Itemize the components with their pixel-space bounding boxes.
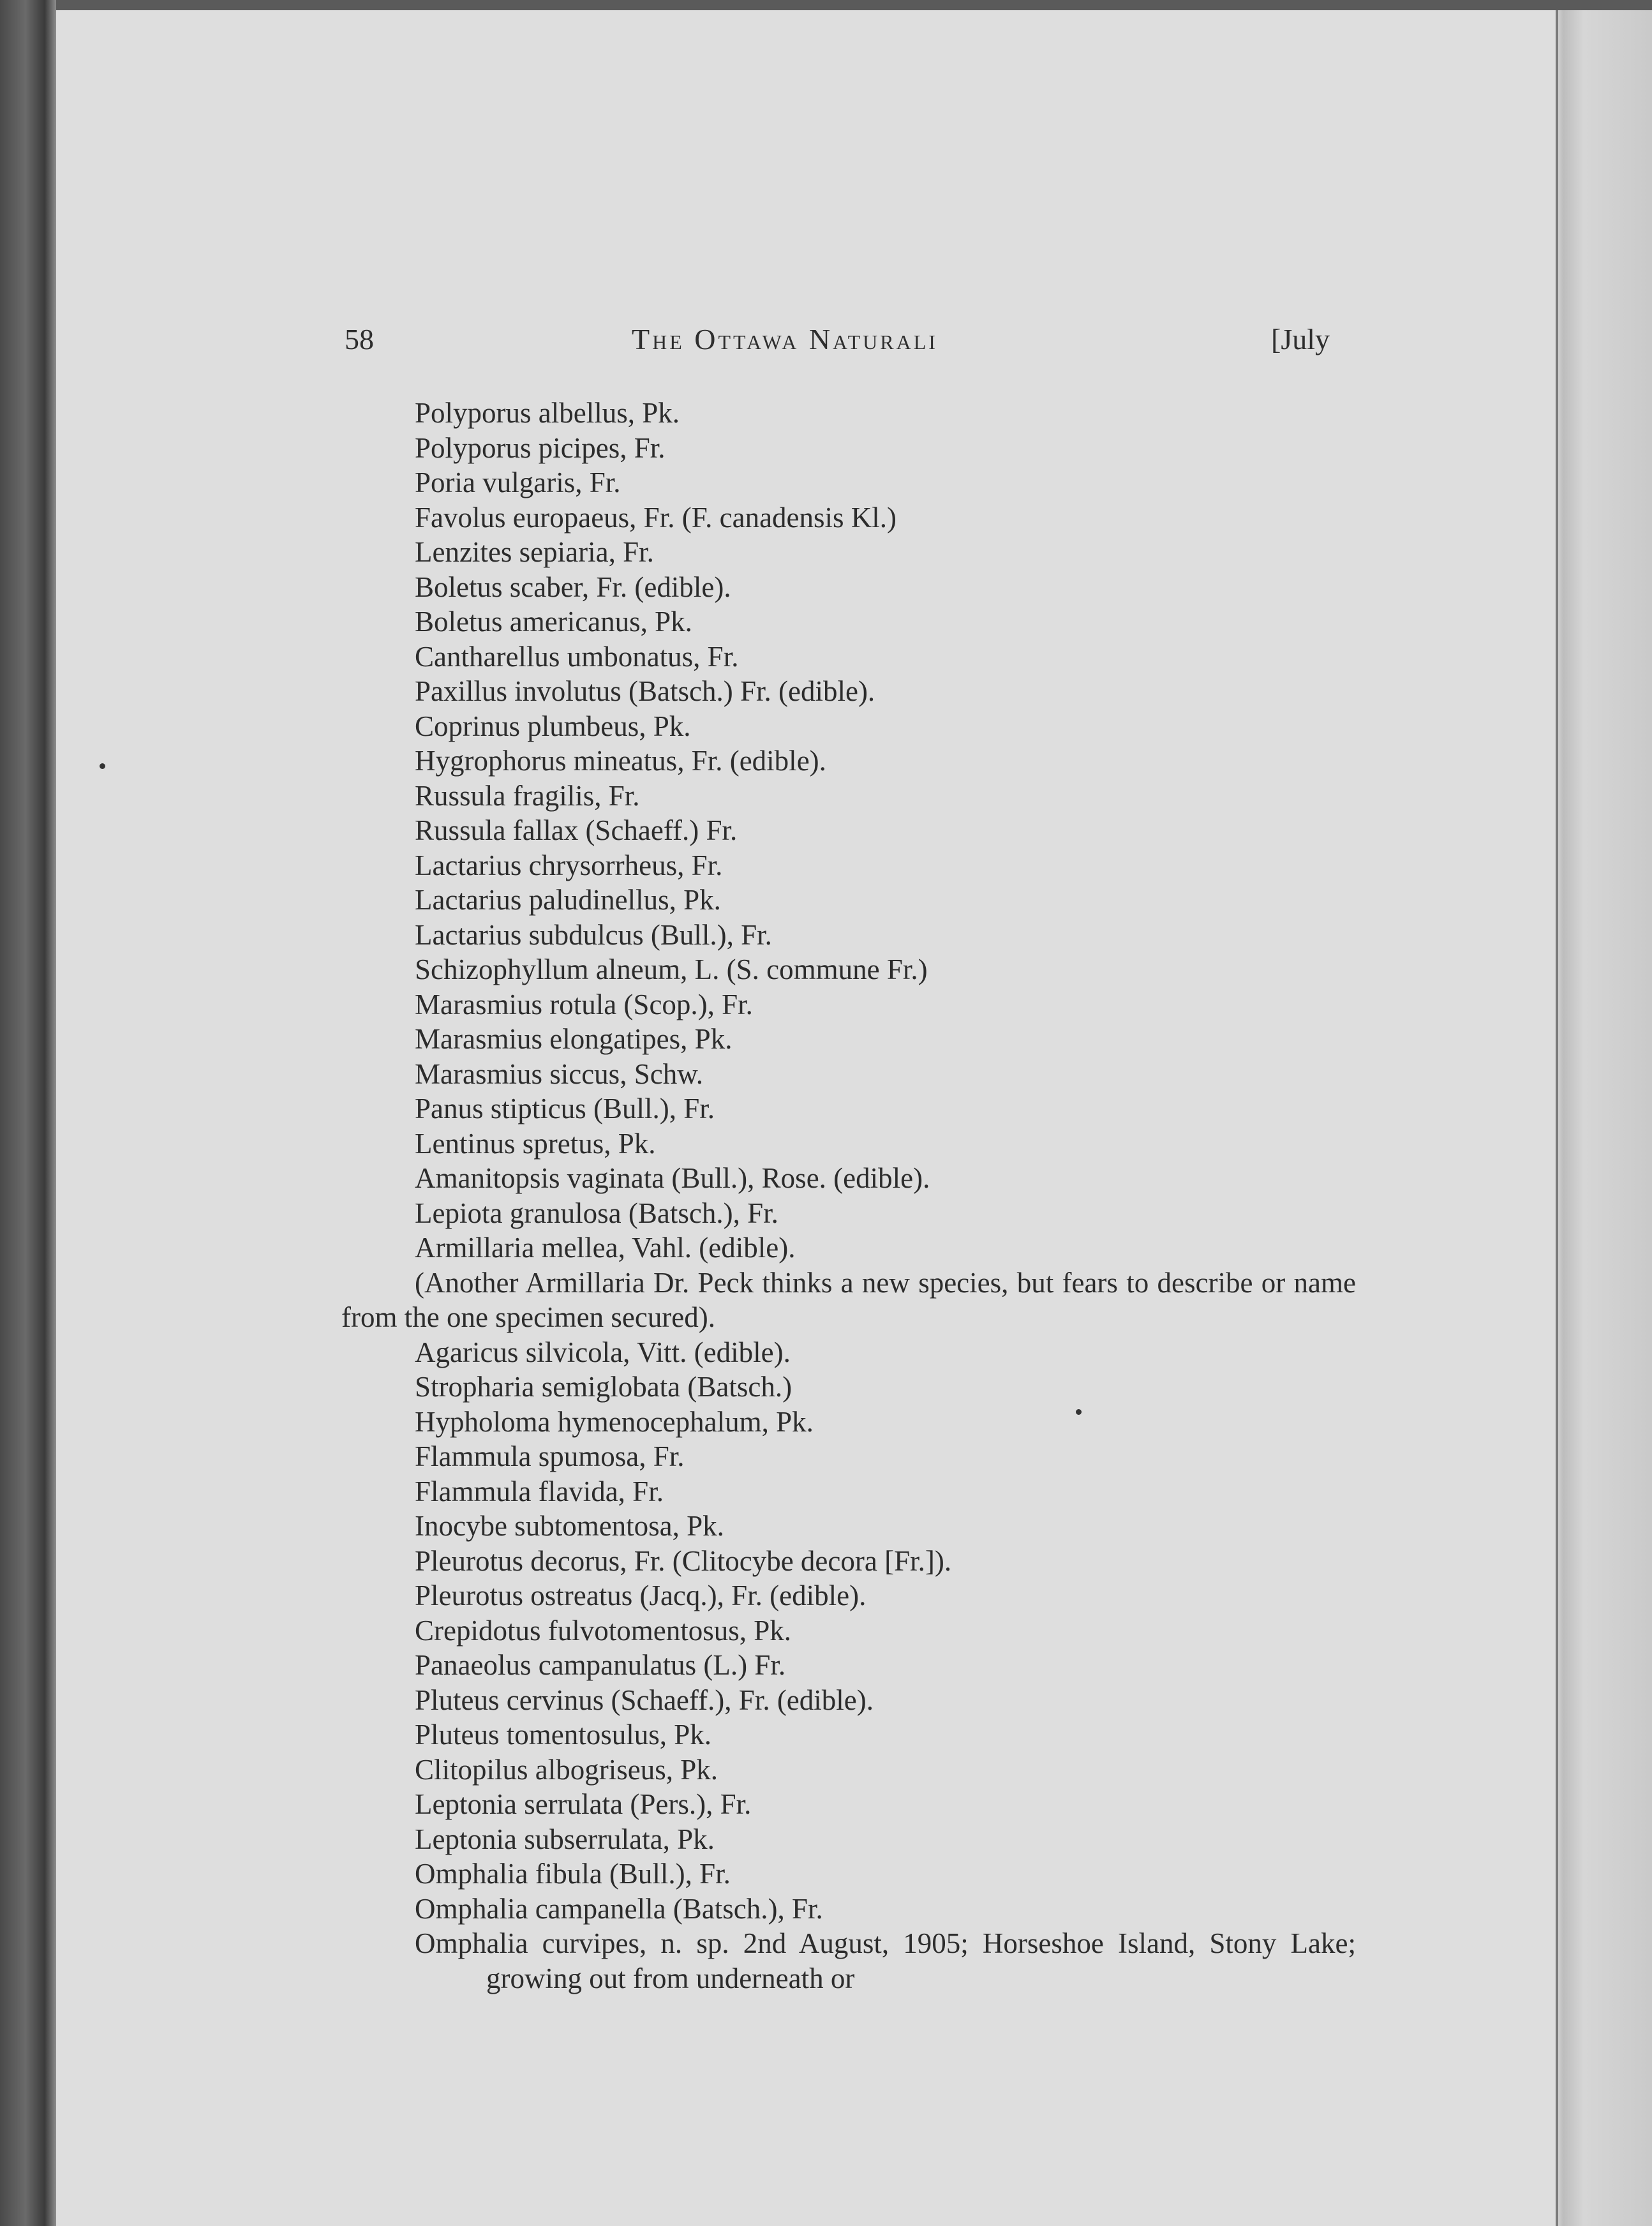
- list-item: Leptonia subserrulata, Pk.: [415, 1823, 715, 1855]
- omphalia-curvipes-entry: Omphalia curvipes, n. sp. 2nd August, 1905; Horseshoe Island, Stony Lake; growing out from underneath or: [415, 1927, 1356, 1994]
- list-item: Paxillus involutus (Batsch.) Fr. (edible).: [415, 675, 875, 707]
- list-item: Boletus americanus, Pk.: [415, 606, 692, 638]
- list-item: Hygrophorus mineatus, Fr. (edible).: [415, 745, 826, 777]
- top-scan-edge: [56, 0, 1652, 10]
- list-item: Lepiota granulosa (Batsch.), Fr.: [415, 1197, 778, 1229]
- month-label: [July: [1271, 323, 1330, 355]
- list-item: Coprinus plumbeus, Pk.: [415, 710, 691, 742]
- list-item: Cantharellus umbonatus, Fr.: [415, 640, 739, 673]
- list-item: Pleurotus decorus, Fr. (Clitocybe decora [Fr.]).: [415, 1544, 952, 1577]
- list-item: Russula fallax (Schaeff.) Fr.: [415, 814, 738, 846]
- list-item: Clitopilus albogriseus, Pk.: [415, 1753, 718, 1786]
- list-item: Flammula spumosa, Fr.: [415, 1440, 685, 1472]
- list-item: Agaricus silvicola, Vitt. (edible).: [415, 1336, 791, 1368]
- list-item: Lactarius chrysorrheus, Fr.: [415, 849, 723, 881]
- list-item: Boletus scaber, Fr. (edible).: [415, 571, 731, 603]
- list-item: Lenzites sepiaria, Fr.: [415, 536, 654, 568]
- list-item: Russula fragilis, Fr.: [415, 779, 640, 812]
- list-item: Crepidotus fulvotomentosus, Pk.: [415, 1614, 792, 1647]
- list-item: Panus stipticus (Bull.), Fr.: [415, 1093, 715, 1124]
- list-item: Flammula flavida, Fr.: [415, 1475, 664, 1507]
- list-item: Omphalia campanella (Batsch.), Fr.: [415, 1892, 823, 1925]
- list-item: Stropharia semiglobata (Batsch.): [415, 1371, 793, 1403]
- scan-speck: [1076, 1409, 1082, 1415]
- list-item: Lactarius paludinellus, Pk.: [415, 884, 721, 916]
- list-item: Inocybe subtomentosa, Pk.: [415, 1510, 724, 1542]
- list-item: Marasmius rotula (Scop.), Fr.: [415, 988, 753, 1020]
- running-title: The Ottawa Naturali: [632, 323, 938, 355]
- list-item: Omphalia fibula (Bull.), Fr.: [415, 1858, 731, 1890]
- list-item: Schizophyllum alneum, L. (S. commune Fr.): [415, 953, 928, 985]
- list-item: Hypholoma hymenocephalum, Pk.: [415, 1405, 814, 1438]
- list-item: Poria vulgaris, Fr.: [415, 467, 621, 498]
- list-item: Marasmius siccus, Schw.: [415, 1057, 704, 1090]
- list-item: Pluteus tomentosulus, Pk.: [415, 1719, 712, 1751]
- list-item: Leptonia serrulata (Pers.), Fr.: [415, 1788, 752, 1820]
- list-item: Favolus europaeus, Fr. (F. canadensis Kl.): [415, 501, 897, 534]
- list-item: Panaeolus campanulatus (L.) Fr.: [415, 1649, 786, 1681]
- list-item: Polyporus albellus, Pk.: [415, 397, 680, 429]
- list-item: Marasmius elongatipes, Pk.: [415, 1023, 733, 1055]
- list-item: Polyporus picipes, Fr.: [415, 431, 666, 464]
- scan-speck: [100, 763, 105, 769]
- page-header: [0, 322, 1652, 361]
- list-item: Armillaria mellea, Vahl. (edible).: [415, 1232, 796, 1264]
- species-list: [341, 396, 1356, 1996]
- list-item: Pleurotus ostreatus (Jacq.), Fr. (edible).: [415, 1580, 867, 1611]
- list-item: Amanitopsis vaginata (Bull.), Rose. (edible).: [415, 1162, 930, 1194]
- page-number: 58: [345, 323, 374, 355]
- list-item: Lactarius subdulcus (Bull.), Fr.: [415, 918, 772, 951]
- list-item: Lentinus spretus, Pk.: [415, 1127, 656, 1160]
- list-item: Pluteus cervinus (Schaeff.), Fr. (edible).: [415, 1684, 874, 1716]
- armillaria-note: (Another Armillaria Dr. Peck thinks a new species, but fears to describe or name from the one specimen secured).: [341, 1266, 1356, 1333]
